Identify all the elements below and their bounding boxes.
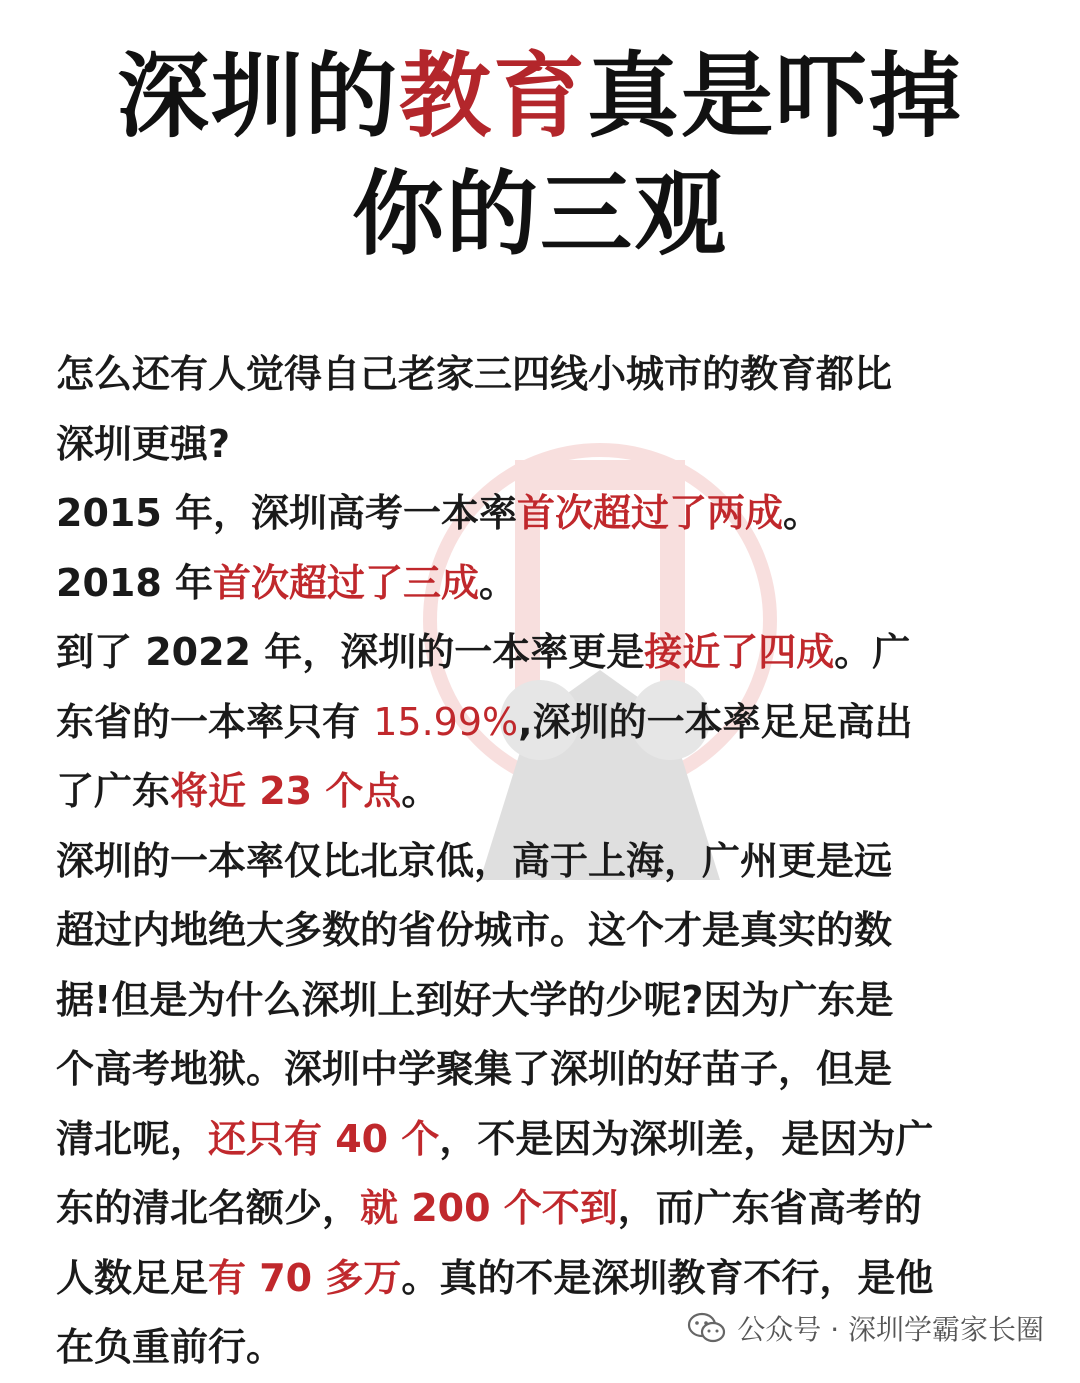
paragraph-line: 东省的一本率只有 15.99%,深圳的一本率足足高出 bbox=[56, 699, 913, 744]
highlight-text: 首次超过了三成 bbox=[213, 560, 480, 605]
paragraph-line: 深圳更强? bbox=[56, 421, 231, 466]
highlight-text: 首次超过了两成 bbox=[517, 491, 784, 535]
paragraph-line: 深圳的一本率仅比北京低，高于上海，广州更是远 bbox=[56, 838, 893, 883]
paragraph-line: 个高考地狱。深圳中学聚集了深圳的好苗子，但是 bbox=[56, 1047, 893, 1091]
paragraph-line: 据!但是为什么深圳上到好大学的少呢?因为广东是 bbox=[56, 977, 894, 1022]
paragraph-line: 在负重前行。 bbox=[56, 1325, 285, 1369]
paragraph-line: 清北呢，还只有 40 个，不是因为深圳差，是因为广 bbox=[56, 1116, 934, 1161]
highlight-text: 还只有 40 个 bbox=[208, 1116, 440, 1161]
title-line-1: 深圳的教育真是吓掉 bbox=[116, 43, 964, 150]
paragraph-line: 人数足足有 70 多万。真的不是深圳教育不行，是他 bbox=[56, 1255, 934, 1300]
highlight-text: 有 70 多万 bbox=[208, 1255, 402, 1300]
paragraph-line: 2018 年首次超过了三成。 bbox=[56, 560, 518, 605]
highlight-text: 就 200 个不到 bbox=[360, 1186, 618, 1230]
title-highlight: 教育 bbox=[398, 43, 587, 150]
highlight-text: 15.99% bbox=[373, 699, 519, 744]
footer-text: 公众号 · 深圳学霸家长圈 bbox=[737, 1313, 1044, 1346]
paragraph-line: 东的清北名额少，就 200 个不到，而广东省高考的 bbox=[56, 1186, 922, 1230]
highlight-text: 接近了四成 bbox=[644, 630, 835, 674]
page-title bbox=[0, 0, 1080, 274]
highlight-text: 将近 23 个点 bbox=[170, 769, 402, 813]
paragraph-line: 到了 2022 年，深圳的一本率更是接近了四成。广 bbox=[56, 630, 911, 674]
title-line-2: 你的三观 bbox=[351, 161, 728, 268]
wechat-icon bbox=[687, 1312, 727, 1344]
footer-source bbox=[687, 1308, 1044, 1348]
article-body bbox=[56, 340, 1036, 1383]
paragraph-line: 2015 年，深圳高考一本率首次超过了两成。 bbox=[56, 491, 822, 535]
paragraph-line: 了广东将近 23 个点。 bbox=[56, 769, 440, 813]
paragraph-line: 怎么还有人觉得自己老家三四线小城市的教育都比 bbox=[56, 352, 893, 396]
paragraph-line: 超过内地绝大多数的省份城市。这个才是真实的数 bbox=[56, 908, 893, 952]
